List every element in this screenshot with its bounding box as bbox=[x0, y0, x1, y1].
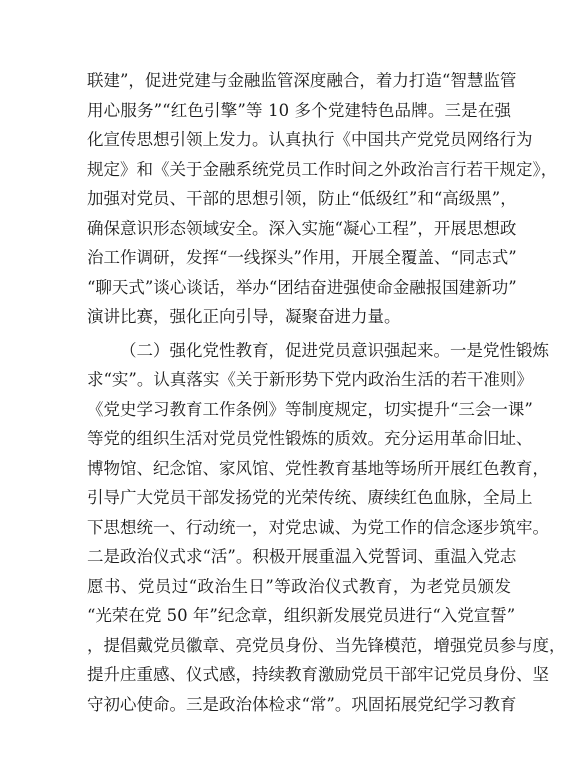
text-line: 《党史学习教育工作条例》等制度规定，切实提升“三会一课” bbox=[87, 399, 533, 419]
text-line: 联建”，促进党建与金融监管深度融合，着力打造“智慧监管 bbox=[87, 71, 517, 90]
text-line: 确保意识形态领域安全。深入实施“凝心工程”，开展思想政 bbox=[87, 218, 517, 238]
text-line: 演讲比赛，强化正向引导，凝聚奋进力量。 bbox=[87, 307, 401, 326]
text-line: 引导广大党员干部发扬党的光荣传统、赓续红色血脉，全局上 bbox=[87, 488, 533, 507]
text-line: “光荣在党 50 年”纪念章，组织新发展党员进行“入党宣誓” bbox=[87, 606, 516, 625]
text-line: 治工作调研，发挥“一线探头”作用，开展全覆盖、“同志式” bbox=[87, 248, 517, 267]
text-line: 博物馆、纪念馆、家风馆、党性教育基地等场所开展红色教育， bbox=[87, 458, 549, 478]
text-line: （二）强化党性教育，促进党员意识强起来。一是党性锻炼 bbox=[120, 340, 549, 360]
text-line: 愿书、党员过“政治生日”等政治仪式教育，为老党员颁发 bbox=[87, 576, 511, 596]
paragraph-1 bbox=[87, 66, 558, 332]
text-line: 规定》和《关于金融系统党员工作时间之外政治言行若干规定》， bbox=[87, 159, 558, 179]
document-body bbox=[87, 66, 566, 719]
text-line: “聊天式”谈心谈话，举办“团结奋进强使命金融报国建新功” bbox=[87, 277, 517, 297]
text-line: 二是政治仪式求“活”。积极开展重温入党誓词、重温入党志 bbox=[87, 547, 517, 566]
text-line: 等党的组织生活对党员党性锻炼的质效。充分运用革命旧址、 bbox=[87, 429, 533, 448]
text-line: 提升庄重感、仪式感，持续教育激励党员干部牢记党员身份、坚 bbox=[87, 665, 549, 684]
text-line: 求“实”。认真落实《关于新形势下党内政治生活的若干准则》 bbox=[87, 370, 533, 389]
text-line: 守初心使命。三是政治体检求“常”。巩固拓展党纪学习教育 bbox=[87, 694, 517, 714]
text-line: 加强对党员、干部的思想引领，防止“低级红”和“高级黑”， bbox=[87, 189, 517, 208]
text-line: 化宣传思想引领上发力。认真执行《中国共产党党员网络行为 bbox=[87, 130, 533, 149]
text-line: ，提倡戴党员徽章、亮党员身份、当先锋模范，增强党员参与度， bbox=[87, 635, 566, 655]
paragraph-2 bbox=[87, 336, 566, 720]
text-line: 用心服务”“红色引擎”等 10 多个党建特色品牌。三是在强 bbox=[87, 100, 511, 120]
text-line: 下思想统一、行动统一，对党忠诚、为党工作的信念逐步筑牢。 bbox=[87, 517, 549, 537]
